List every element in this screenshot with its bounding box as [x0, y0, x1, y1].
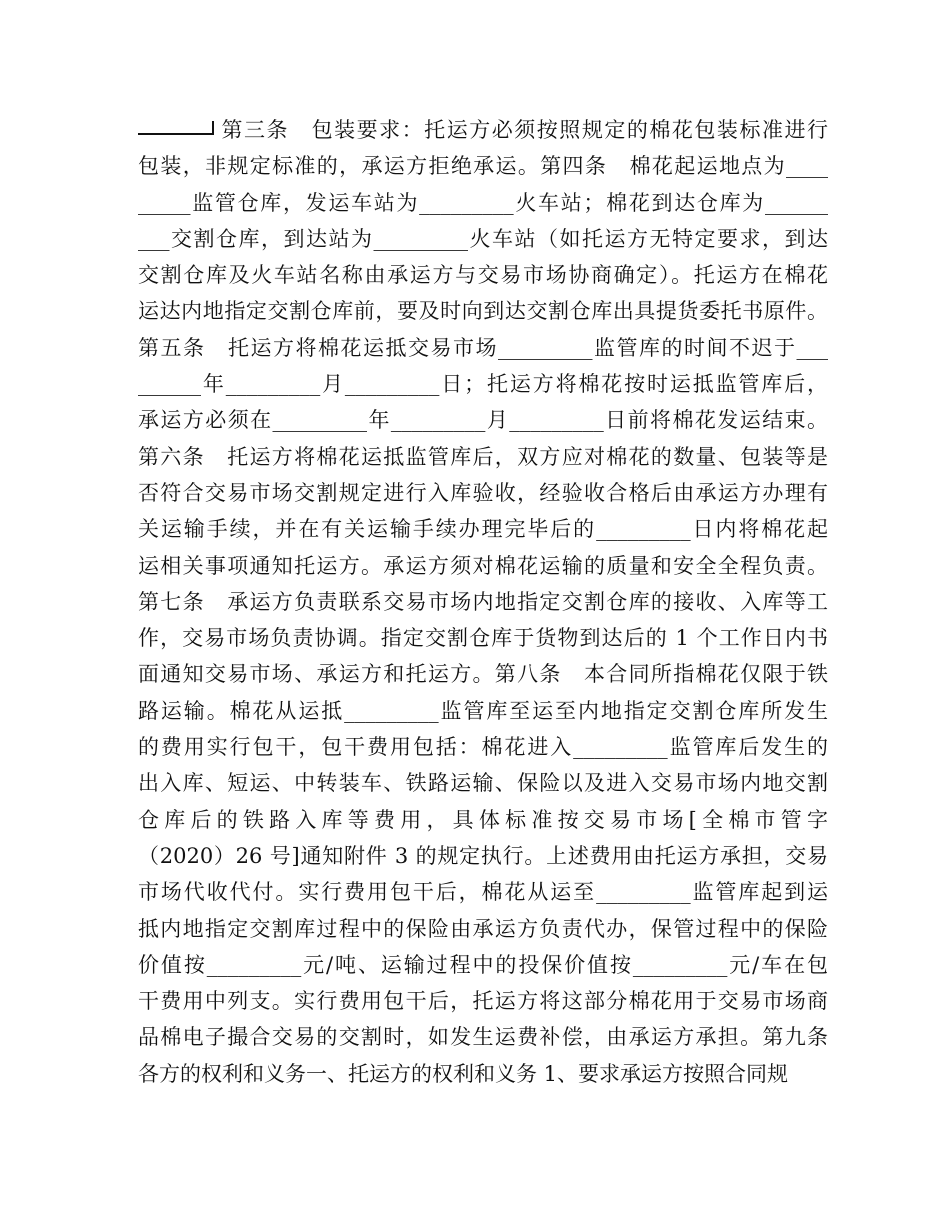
text-line: 承运方必须在_________年_________月_________日前将棉花发运结束。: [138, 408, 828, 433]
text-line: （2020）26 号]通知附件 3 的规定执行。上述费用由托运方承担，交易: [138, 843, 828, 868]
text-line: ______年_________月_________日；托运方将棉花按时运抵监管库后，: [138, 372, 828, 397]
text-line: 价值按_________元/吨、运输过程中的投保价值按_________元/车在包: [138, 952, 828, 977]
contract-body: [138, 112, 828, 1092]
table-corner-mark: [138, 121, 214, 135]
text-line: ___交割仓库，到达站为_________火车站（如托运方无特定要求，到达: [138, 226, 828, 251]
text-line: 作，交易市场负责协调。指定交割仓库于货物到达后的 1 个工作日内书: [138, 626, 828, 651]
text-line: 出入库、短运、中转装车、铁路运输、保险以及进入交易市场内地交割: [138, 771, 828, 796]
text-line: 路运输。棉花从运抵_________监管库至运至内地指定交割仓库所发生: [138, 698, 828, 723]
text-line: 的费用实行包干，包干费用包括：棉花进入_________监管库后发生的: [138, 735, 828, 760]
text-line: 市场代收代付。实行费用包干后，棉花从运至_________监管库起到运: [138, 880, 828, 905]
text-line: 干费用中列支。实行费用包干后，托运方将这部分棉花用于交易市场商: [138, 989, 828, 1014]
text-line: 否符合交易市场交割规定进行入库验收，经验收合格后由承运方办理有: [138, 480, 828, 505]
text-line: 各方的权利和义务一、托运方的权利和义务 1、要求承运方按照合同规: [138, 1061, 789, 1086]
text-line: 面通知交易市场、承运方和托运方。第八条 本合同所指棉花仅限于铁: [138, 662, 828, 687]
text-line: 交割仓库及火车站名称由承运方与交易市场协商确定）。托运方在棉花: [138, 263, 828, 288]
text-line: 抵内地指定交割库过程中的保险由承运方负责代办，保管过程中的保险: [138, 916, 828, 941]
text-line: 第五条 托运方将棉花运抵交易市场_________监管库的时间不迟于___: [138, 335, 828, 360]
text-line: 关运输手续，并在有关运输手续办理完毕后的_________日内将棉花起: [138, 517, 828, 542]
text-line: 运达内地指定交割仓库前，要及时向到达交割仓库出具提货委托书原件。: [138, 299, 828, 324]
text-line: [138, 112, 828, 148]
text-line: 仓库后的铁路入库等费用，具体标准按交易市场[全棉市管字: [138, 807, 828, 832]
text-line: 第七条 承运方负责联系交易市场内地指定交割仓库的接收、入库等工: [138, 589, 828, 614]
text-line: 包装，非规定标准的，承运方拒绝承运。第四条 棉花起运地点为____: [138, 154, 828, 179]
text-line: 运相关事项通知托运方。承运方须对棉花运输的质量和安全全程负责。: [138, 553, 828, 578]
text-line: _____监管仓库，发运车站为_________火车站；棉花到达仓库为______: [138, 190, 828, 215]
text-line: 品棉电子撮合交易的交割时，如发生运费补偿，由承运方承担。第九条: [138, 1025, 828, 1050]
text-line: 第六条 托运方将棉花运抵监管库后，双方应对棉花的数量、包装等是: [138, 444, 828, 469]
line-text: 第三条 包装要求：托运方必须按照规定的棉花包装标准进行: [220, 118, 828, 142]
